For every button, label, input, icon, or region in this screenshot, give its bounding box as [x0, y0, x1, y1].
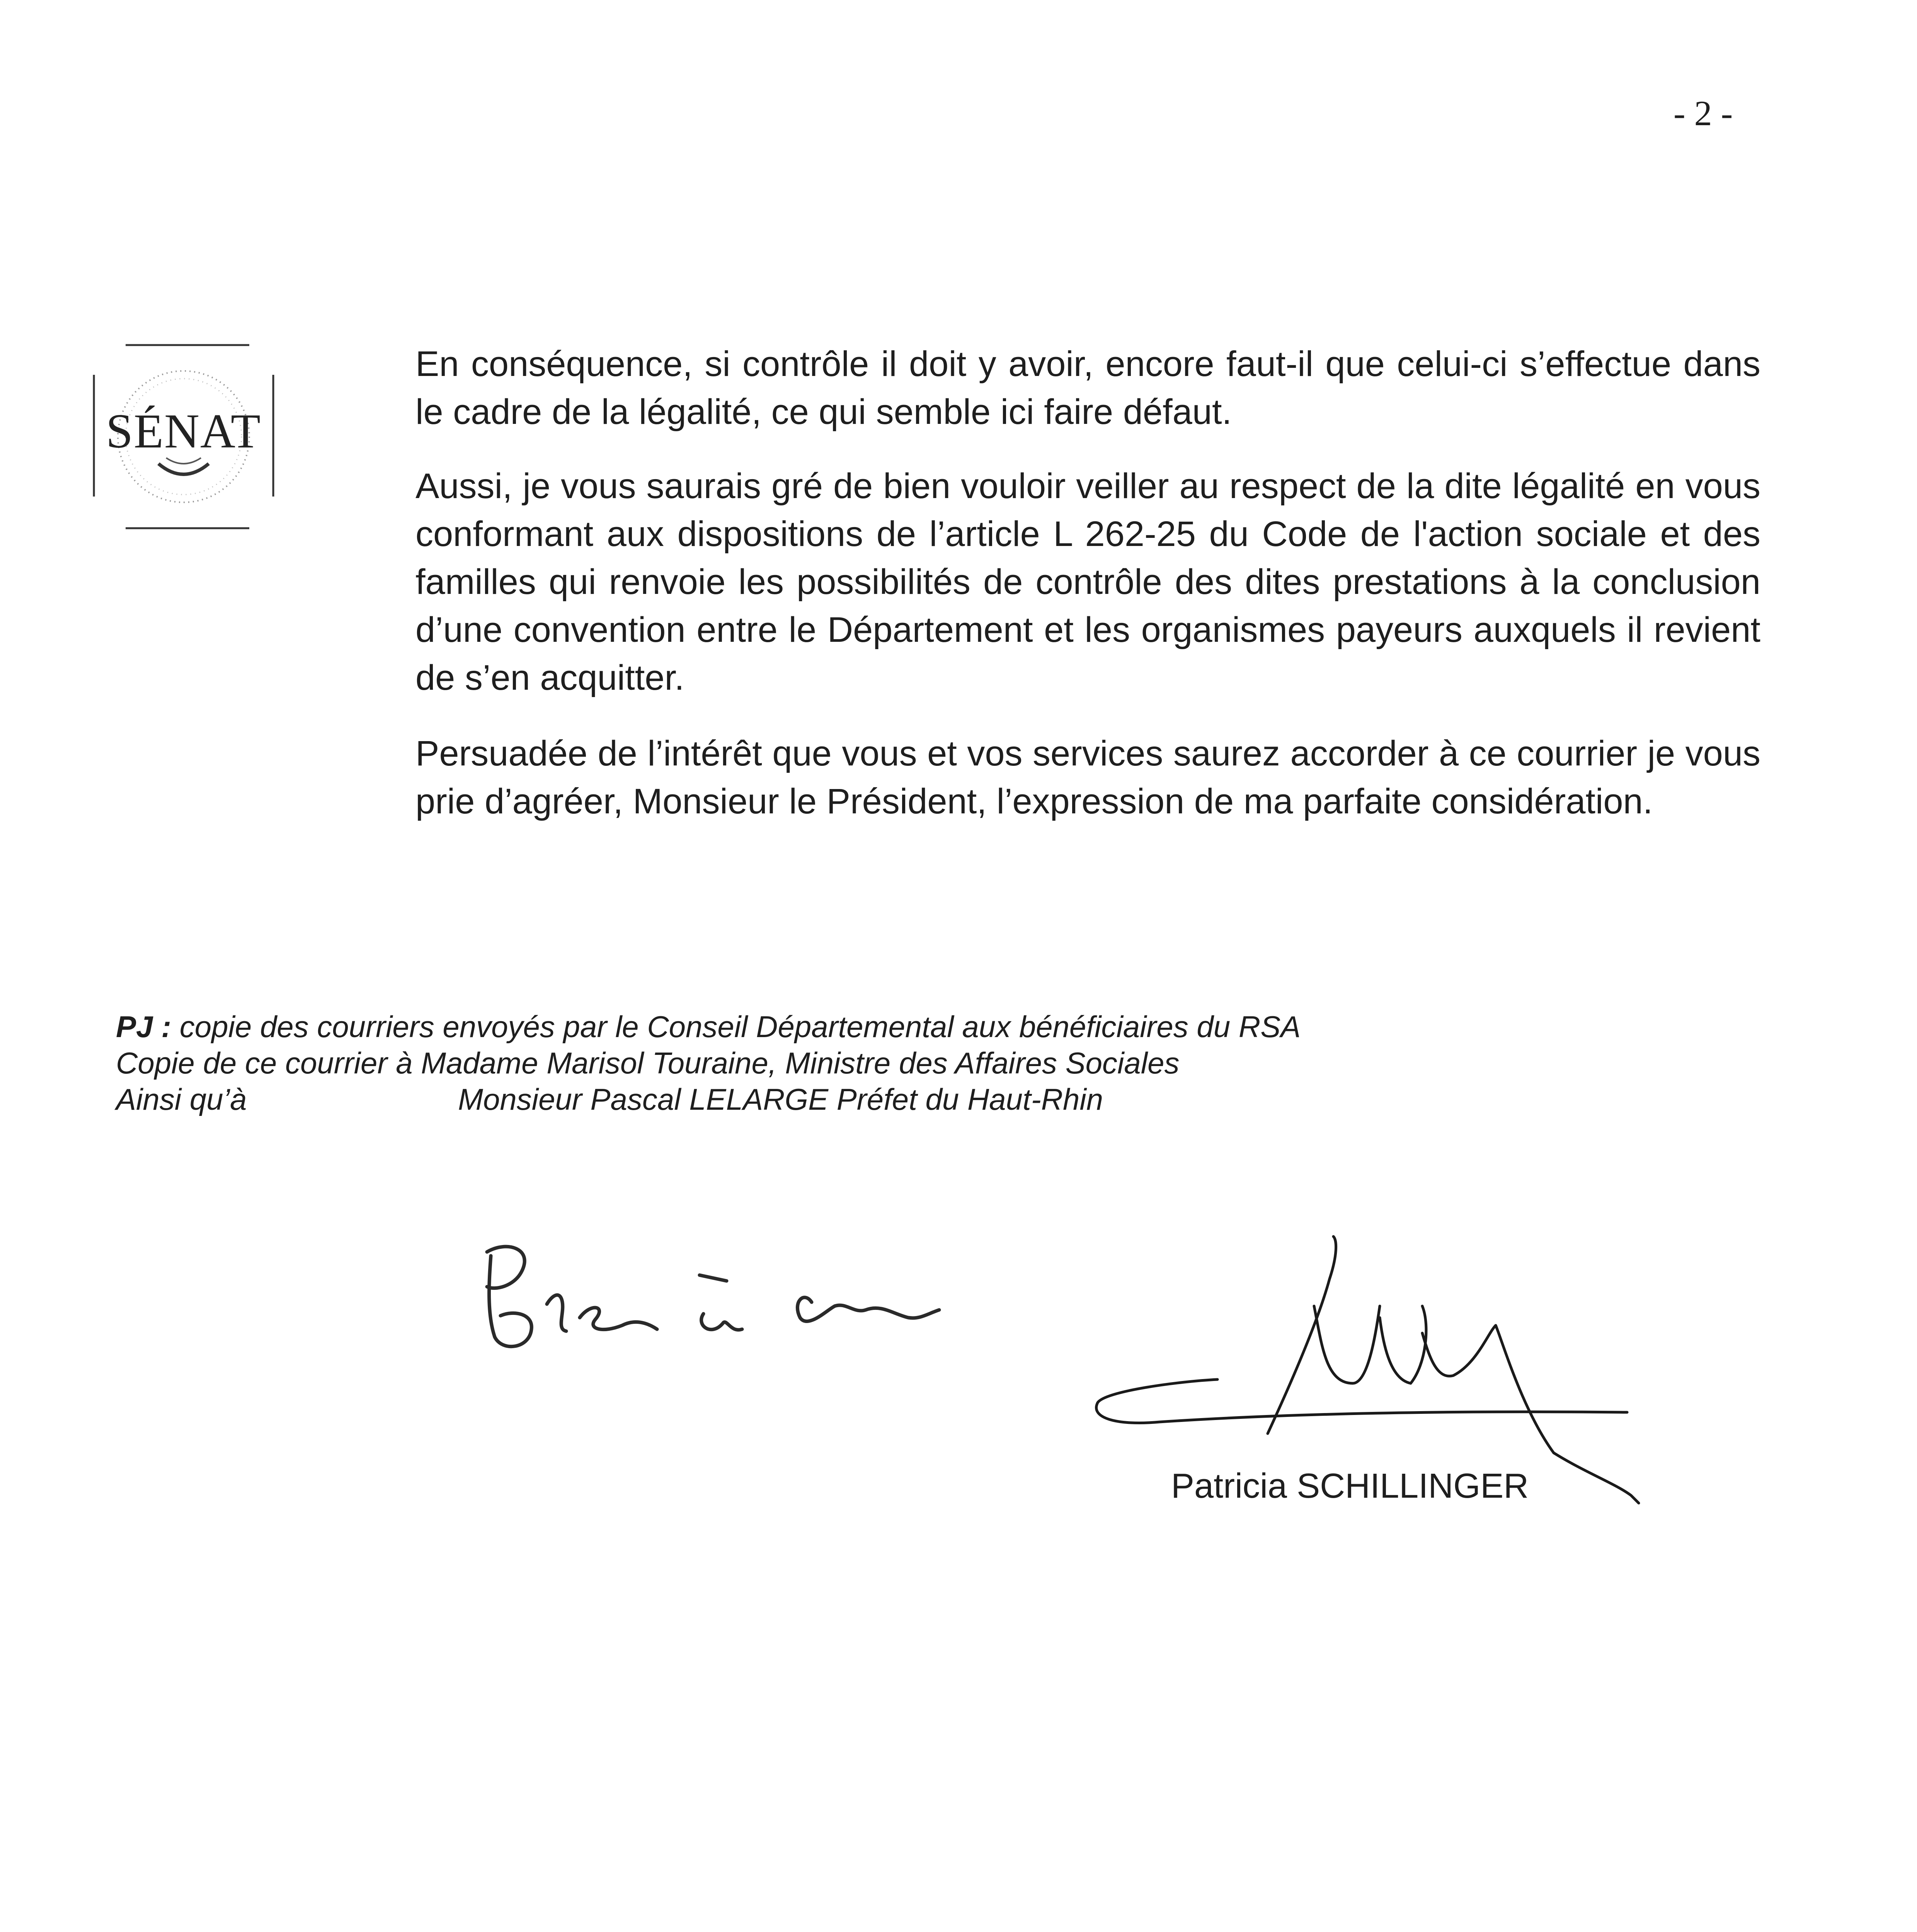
also-text: Monsieur Pascal LELARGE Préfet du Haut-Rhin: [458, 1082, 1103, 1116]
body-paragraph: Aussi, je vous saurais gré de bien vouloir veiller au respect de la dite légalité en vous conformant aux dispositions de l’article L 262-25 du Code de l'action sociale et des familles qui renvoie les possibilités de contrôle des dites prestations à la conclusion d’une convention entre le Département et les organismes payeurs auxquels il revient de s’en acquitter.: [415, 466, 1760, 697]
letter-body: [415, 340, 1760, 852]
senat-seal: [87, 342, 280, 531]
pj-text: copie des courriers envoyés par le Conseil Départemental aux bénéficiaires du RSA: [179, 1010, 1301, 1044]
also-label: Ainsi qu’à: [116, 1082, 247, 1116]
also-line: [116, 1081, 1662, 1117]
seal-text: SÉNAT: [106, 405, 262, 458]
handwritten-note-drawing: [464, 1236, 966, 1360]
attachment-line: [116, 1009, 1662, 1045]
body-paragraph: Persuadée de l’intérêt que vous et vos services saurez accorder à ce courrier je vous prie d’agréer, Monsieur le Président, l’expression de ma parfaite considération.: [415, 734, 1760, 821]
copy-line: [116, 1045, 1662, 1081]
attachments-block: [116, 1009, 1662, 1117]
copy-text: Copie de ce courrier à Madame Marisol Touraine, Ministre des Affaires Sociales: [116, 1046, 1180, 1080]
page-number: - 2 -: [1674, 94, 1733, 133]
handwritten-note: [464, 1236, 966, 1360]
signer-name: Patricia SCHILLINGER: [1171, 1467, 1529, 1505]
pj-label: PJ :: [116, 1010, 172, 1044]
body-paragraph: En conséquence, si contrôle il doit y avoir, encore faut-il que celui-ci s’effectue dans le cadre de la légalité, ce qui semble ici faire défaut.: [415, 344, 1760, 432]
